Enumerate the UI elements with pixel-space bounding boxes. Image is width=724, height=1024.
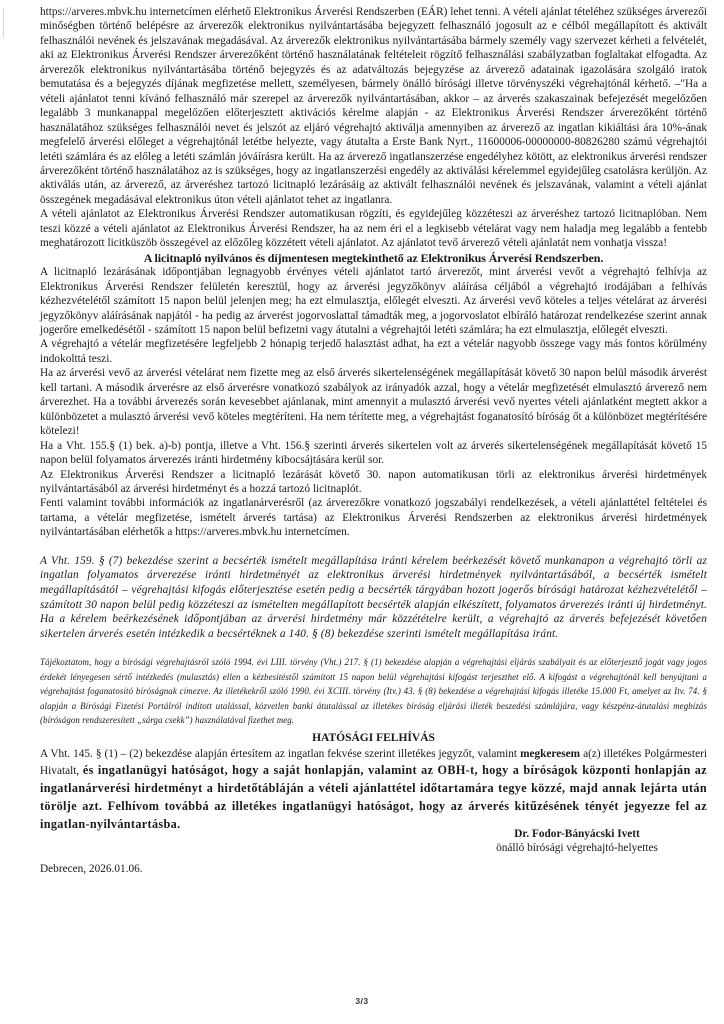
- felhivas-bold-word: megkeresem: [520, 747, 581, 760]
- paragraph-objection-notice: Tájékoztatom, hogy a bírósági végrehajtásról szóló 1994. évi LIII. törvény (Vht.) 217. § (1) bekezdése alapján a végrehajtási eljárás szabályait és az előterjesztő jogát vagy jogos érdekét lényegesen sértő intézkedés (mulasztás) ellen a kézbesítéstől számított 15 napon belül végrehajtási kifogást terjeszthet elő. A kifogást a végrehajtónál kell benyújtani a végrehajtást foganatosító bíróságnak címezve. Az illetékekről szóló 1990. évi XCIII. törvény (Itv.) 43. § (8) bekezdése a végrehajtási kifogás illetéke 15.000 Ft, amelyet az Itv. 74. § alapján a Bírósági Fizetési Portálról indított utalással, közvetlen banki átutalással az illetékes bíróság eljárási illeték beszedési számlájára, vagy készpénz-átutalási megbízás (bíróságon rendszeresített „sárga csekk”) használatával fizethet meg.: [40, 657, 707, 726]
- date-line: Debrecen, 2026.01.06.: [40, 862, 143, 875]
- paragraph-valuation-notice: A Vht. 159. § (7) bekezdése szerint a becsérték ismételt megállapítása iránti kérelem beérkezését követő munkanapon a végrehajtó törli az ingatlan folyamatos árverezése iránti hirdetményét az elektronikus árverési hirdetmények nyilvántartásából, a becsérték ismételt megállapításától – végrehajtási kifogás előterjesztése esetén pedig a becsérték tárgyában hozott jogerős bírósági határozat kézhezvételétől – számított 30 napon belül pedig közzéteszi az ismételten megállapított becsérték alapján elkészített, folyamatos árverezés iránti új hirdetményt. Ha a kérelem beérkezésének időpontjában az árverési hirdetmény már közzétételre került, a végrehajtó az árverés befejezését követően sikertelen árverés esetén intézkedik a becsértéknek a 140. § (8) bekezdése szerinti ismételt megállapítása iránt.: [40, 554, 707, 640]
- felhivas-intro: A Vht. 145. § (1) – (2) bekezdése alapján értesítem az ingatlan fekvése szerint illetékes jegyzőt, valamint: [40, 747, 521, 760]
- paragraph-second-auction: Ha az árverési vevő az árverési vételárat nem fizette meg az első árverés sikertelenségének megállapítását követő 30 napon belül második árverést kell tartani. A második árverésre az első árverésre vonatkozó szabályok az irányadók azzal, hogy a vételár megfizetését elmulasztó árverező nem árverezhet. Ha a további árverezés során kevesebbet ajánlanak, mint amennyit a mulasztó árverési vevő nyertes vételi ajánlatként megtett akkor a különbözetet a mulasztó árverési vevő köteles megtéríteni. Ha nem térítette meg, a végrehajtást foganatosító bíróság őt a különbözet megtérítésére kötelezi!: [40, 367, 707, 438]
- heading-licitnaplo: A licitnapló nyilvános és díjmentesen megtekinthető az Elektronikus Árverési Rendszerben.: [143, 250, 604, 265]
- paragraph-continuous-auction: Ha a Vht. 155.§ (1) bek. a)-b) pontja, illetve a Vht. 156.§ szerinti árverés sikertelen volt az árverés sikertelenségének megállapítását követő 15 napon belül folyamatos árverezés iránti hirdetmény kibocsájtására kerül sor.: [40, 439, 707, 467]
- signatory-title: önálló bírósági végrehajtó-helyettes: [496, 842, 658, 854]
- paragraph-payment-deferral: A végrehajtó a vételár megfizetésére legfeljebb 2 hónapig terjedő halasztást adhat, ha ezt a vételár nagyobb összege vagy más fontos körülmény indokolttá teszi.: [40, 338, 707, 365]
- signature-block: [467, 827, 687, 855]
- heading-hatosagi-felhivas: HATÓSÁGI FELHÍVÁS: [312, 731, 435, 744]
- felhivas-mid: a(z) illetékes Polgármesteri Hivatalt,: [40, 747, 707, 778]
- paragraph-authority-request: [40, 746, 707, 834]
- paragraph-bid-recording: A vételi ajánlatot az Elektronikus Árverési Rendszer automatikusan rögzíti, és egyidejűleg közzéteszi az árveréshez tartozó licitnaplóban. Nem teszi közzé a vételi ajánlatot az Elektronikus Árverési Rendszer, ha az nem éri el a legkisebb vételárat vagy nem haladja meg legalább a fentebb meghatározott licitküszöb összegével az előzőleg közzétett vételi ajánlatot. Az ajánlatot tevő árverező vételi ajánlatát nem vonhatja vissza!: [40, 208, 707, 250]
- scan-edge-line: [3, 8, 4, 38]
- page-number: 3/3: [355, 996, 369, 1006]
- signatory-name: Dr. Fodor-Bányácski Ivett: [514, 828, 640, 840]
- felhivas-bold-rest: és ingatlanügyi hatóságot, hogy a saját honlapján, valamint az OBH-t, hogy a bíróságok központi honlapján az ingatlanárverési hirdetményt a hirdetőtábláján a vételi ajánlattétel időtartamára tegye közzé, majd annak lejárta után törölje azt. Felhívom továbbá az illetékes ingatlanügyi hatóságot, hogy az árverés kitűzésének tényét jegyezze fel az ingatlan-nyilvántartásba.: [40, 763, 707, 831]
- paragraph-buyer-obligations: A licitnapló lezárásának időpontjában legnagyobb érvényes vételi ajánlatot tartó árverezőt, mint árverési vevőt a végrehajtó felhívja az Elektronikus Árverési Rendszer felületén keresztül, hogy az árverési jegyzőkönyv aláírása céljából a végrehajtó irodájában a felhívás kézhezvételétől számított 15 napon belül jelenjen meg; ha ezt elmulasztja, előlegét elveszti. Az árverési vevő köteles a teljes vételárat az árverési jegyzőkönyv aláírásának napjától - ha pedig az árverést jogorvoslattal támadták meg, a jogorvoslatot elbíráló határozat rendelkezése szerint annak jogerőre emelkedésétől - számított 15 napon belül befizetni vagy átutalni a végrehajtói letéti számlára; ha ezt elmulasztja, előlegét elveszti.: [40, 266, 707, 337]
- paragraph-ear-registration: https://arveres.mbvk.hu internetcímen elérhető Elektronikus Árverési Rendszerben (EÁR) lehet tenni. A vételi ajánlat tételéhez szükséges árverezői minőségben történő belépésre az árverezők elektronikus nyilvántartásába bejegyzett felhasználó jogosult az e célból megállapított és aktivált felhasználói nevének és jelszavának megadásával. Az árverezők elektronikus nyilvántartásába bármely személy vagy szervezet kérheti a felvételét, aki az Elektronikus Árverési Rendszer árverezőként történő használatának feltételeit rögzítő felhasználási szabályzatban foglaltakat elfogadta. Az árverezők elektronikus nyilvántartásába történő bejegyzés és az adatváltozás bejegyzése az árverező adatainak igazolására szolgáló iratok bemutatása és a bejegyzés díjának megfizetése mellett, személyesen, bármely önálló bírósági illetve törvényszéki végrehajtónál kérhető. –"Ha a vételi ajánlatot tenni kívánó felhasználó már szerepel az árverezők nyilvántartásában, akkor – az árverés szakaszainak befejezését megelőzően legalább 3 munkanappal megelőzően előterjesztett aktivációs kérelme alapján - az Elektronikus Árverési Rendszer árverezőként történő használatához szükséges felhasználói nevet és jelszót az eljáró végrehajtó aktiválja amennyiben az árverező az ingatlan kikiáltási ára 10%-ának megfelelő árverési előleget a végrehajtónál letétbe helyezte, vagy átutalta a Erste Bank Nyrt., 11600006-00000000-80826280 számú végrehajtói letéti számlára és az előleg a letéti számlán jóváírásra került. Ha az árverező ingatlanszerzése engedélyhez kötött, az elektronikus árverési rendszer árverezőként történő használatához az is szükséges, hogy az ingatlanszerzési engedély az aktiválási kérelemmel egyidejűleg csatolásra kerüljön. Az aktiválás után, az árverező, az árveréshez tartozó licitnapló lezárásáig az aktivált felhasználói nevének és jelszavának, valamint a vételi ajánlat összegének megadásával elektronikus úton vételi ajánlatot tehet az ingatlanra.: [40, 6, 707, 206]
- document-body: [40, 5, 707, 876]
- paragraph-further-info: Fenti valamint további információk az ingatlanárverésről (az árverezőkre vonatkozó jogszabályi rendelkezések, a vételi ajánlattétel feltételei és tartama, a vételár megfizetése, ismételt árverés tartása) az Elektronikus Árverési Rendszerben az elektronikus árverési hirdetmények nyilvántartásában elérhetők a https://arveres.mbvk.hu internetcímen.: [40, 497, 707, 539]
- paragraph-auto-deletion: Az Elektronikus Árverési Rendszer a licitnapló lezárását követő 30. napon automatikusan törli az elektronikus árverési hirdetmények nyilvántartásából az árverési hirdetményt és a hozzá tartozó licitnaplót.: [40, 468, 707, 495]
